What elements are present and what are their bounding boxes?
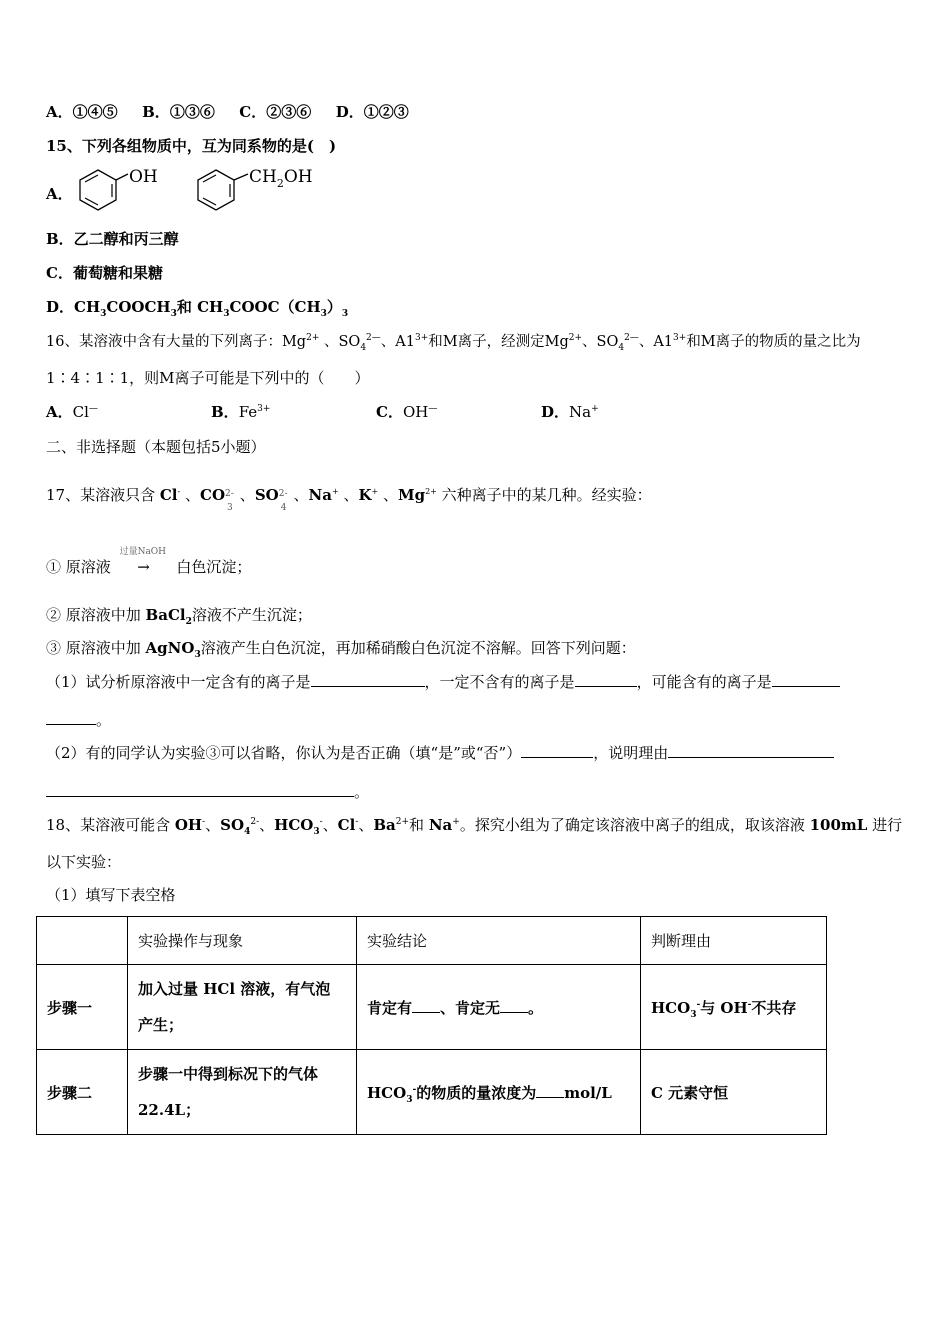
- q15-option-a-label: A．: [46, 185, 73, 203]
- q15-option-c: C．葡萄糖和果糖: [46, 264, 163, 282]
- q15-option-b: B．乙二醇和丙三醇: [46, 230, 179, 248]
- table-header-cell: [37, 917, 128, 965]
- conclusion-blank-2[interactable]: [500, 998, 528, 1013]
- table-header-cell: 实验操作与现象: [128, 917, 357, 965]
- q17-blank-3-cont[interactable]: [46, 710, 96, 725]
- q16-option-d: D．Na+: [541, 403, 599, 421]
- q14-options: [46, 102, 409, 122]
- step-operation: 步骤一中得到标况下的气体 22.4L；: [128, 1050, 357, 1135]
- q16-stem-line2: 1∶4∶1∶1，则M离子可能是下列中的（ ）: [46, 369, 370, 387]
- q16-option-a: A．Cl—: [46, 403, 98, 421]
- table-header-cell: 实验结论: [357, 917, 641, 965]
- conclusion-blank-3[interactable]: [536, 1083, 564, 1098]
- q17-stem: 17、某溶液只含 Cl- 、CO 2- 3 、SO 2- 4 、Na+ 、K+ 、$Mg^{2+}$ 六种离子中的某几种。经实验：: [46, 486, 652, 513]
- q17-blank-5-cont[interactable]: [46, 782, 354, 797]
- step-label: 步骤二: [37, 1050, 128, 1135]
- q15-stem: 15、下列各组物质中，互为同系物的是( ): [46, 137, 337, 155]
- q17-part1: （1）试分析原溶液中一定含有的离子是 ，一定不含有的离子是 ，可能含有的离子是: [46, 672, 840, 692]
- step-label: 步骤一: [37, 965, 128, 1050]
- table-header-cell: 判断理由: [641, 917, 827, 965]
- step-reason: C 元素守恒: [641, 1050, 827, 1135]
- benzyl-alcohol-structure: [188, 164, 328, 214]
- q17-blank-1[interactable]: [311, 672, 425, 687]
- q17-part2-line2: 。: [46, 782, 369, 802]
- q14-option-b: B．①③⑥: [142, 103, 215, 121]
- q18-sub-question: （1）填写下表空格: [46, 886, 176, 904]
- q16-stem: 16、某溶液中含有大量的下列离子：$Mg^{2+}$ 、$SO_4^{2—}$、$A1^{3+}$和M离子，经测定$Mg^{2+}$、$SO_4^{2—}$、$A1^{3+}$和M离子的物质的量之比为: [46, 333, 861, 353]
- q17-blank-3[interactable]: [772, 672, 840, 687]
- q17-part1-line2: 。: [46, 710, 111, 730]
- benzyl-ch2oh: $CH_2OH$: [249, 167, 313, 190]
- q14-option-c: C．②③⑥: [239, 103, 312, 121]
- table-row: [37, 965, 827, 1050]
- phenol-structure: [70, 164, 170, 214]
- q16-option-b: B．$Fe^{3+}$: [211, 403, 271, 421]
- q15-option-d: D．$CH_3COOCH_3$和 $CH_3COOC(CH_3)_3$: [46, 298, 349, 319]
- q16-option-c: C．OH—: [376, 403, 438, 421]
- naoh-label: 过量NaOH: [119, 547, 167, 557]
- q17-blank-4[interactable]: [521, 743, 593, 758]
- q17-part2: （2）有的同学认为实验③可以省略，你认为是否正确（填“是”或“否”） ，说明理由: [46, 743, 834, 763]
- step-operation: 加入过量 HCl 溶液，有气泡 产生；: [128, 965, 357, 1050]
- q14-option-a: A．①④⑤: [46, 103, 118, 121]
- q17-blank-5[interactable]: [668, 743, 834, 758]
- phenol-oh: OH: [129, 167, 158, 187]
- q17-exp2: ② 原溶液中加 BaCl$_2$溶液不产生沉淀；: [46, 606, 312, 627]
- benzene-ring: [198, 170, 234, 210]
- step-conclusion: 肯定有 、肯定无 。: [357, 965, 641, 1050]
- table-row: [37, 1050, 827, 1135]
- conclusion-blank-1[interactable]: [412, 998, 440, 1013]
- section-2-heading: 二、非选择题（本题包括5小题）: [46, 438, 266, 456]
- table-header-row: [37, 917, 827, 965]
- step-reason: $HCO_3^-$与 OH-不共存: [641, 965, 827, 1050]
- step-conclusion: $HCO_3^-$的物质的量浓度为 mol/L: [357, 1050, 641, 1135]
- arrow-icon: →: [137, 558, 150, 576]
- q18-table: [36, 916, 827, 1135]
- q17-blank-2[interactable]: [575, 672, 637, 687]
- benzene-ring: [80, 170, 116, 210]
- q18-stem: 18、某溶液可能含 OH-、$SO_4^{2-}$、$HCO_3^-$、Cl-、$Ba^{2+}$和 Na+。探究小组为了确定该溶液中离子的组成，取该溶液 100mL 进行: [46, 816, 903, 837]
- q17-exp3: ③ 原溶液中加 AgNO$_3$溶液产生白色沉淀，再加稀硝酸白色沉淀不溶解。回答下列问题：: [46, 639, 636, 660]
- q17-exp1: ① 原溶液 过量NaOH → 白色沉淀；: [46, 557, 251, 577]
- q18-stem-line2: 以下实验：: [46, 853, 122, 871]
- q14-option-d: D．①②③: [335, 103, 409, 121]
